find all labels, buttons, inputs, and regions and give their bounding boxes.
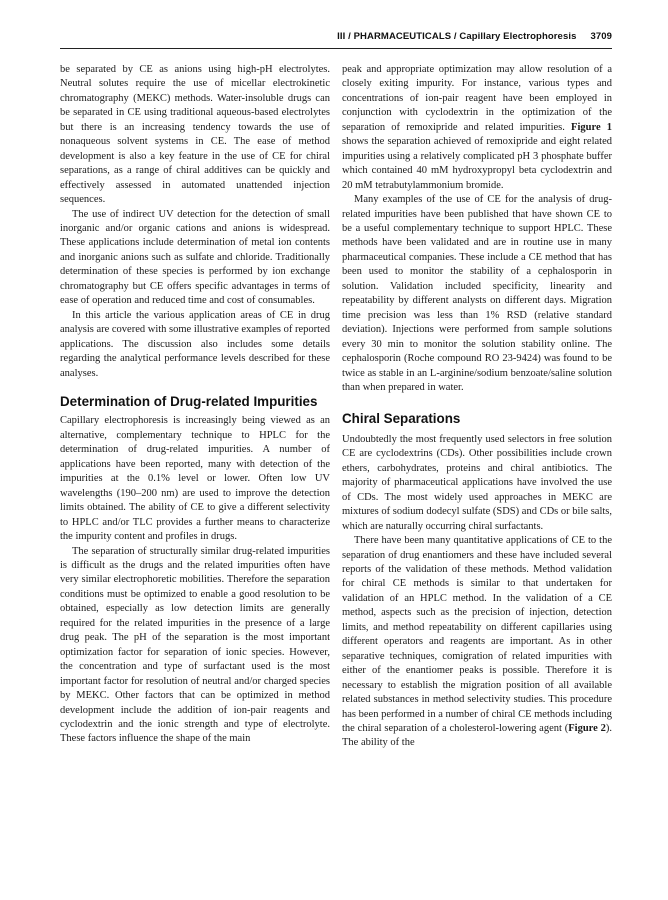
paragraph: Undoubtedly the most frequently used selectors in free solution CE are cyclodextrins (CDs). Other possibilities include crown ethers, carbohydrates, proteins and chiral antibiotics. The majority of pharmaceutical applications have involved the use of CDs. The most widely used approaches in MEKC are mixtures of sodium dodecyl sulfate (SDS) and CDs or bile salts, which are naturally occurring chiral surfactants.: [342, 433, 612, 532]
right-column: [342, 63, 612, 751]
figure-1-reference[interactable]: Figure 1: [571, 121, 612, 133]
paragraph: [342, 534, 612, 751]
paragraph: The use of indirect UV detection for the detection of small inorganic and/or organic cations and anions is widespread. These applications include determination of metal ion contents and inorganic anions such as sulfate and chloride. Traditionally determination of these species is performed by ion exchange chromatography but CE offers specific advantages in terms of ease of operation and reduced time and cost of consumables.: [60, 208, 330, 307]
paragraph-text: ). The ability of the: [342, 722, 612, 749]
section-heading-chiral: Chiral Separations: [342, 411, 461, 427]
page-number: 3709: [590, 31, 612, 42]
section-heading-impurities: Determination of Drug-related Impurities: [60, 393, 318, 409]
running-head-section: III / PHARMACEUTICALS / Capillary Electrophoresis: [337, 31, 577, 42]
paragraph: be separated by CE as anions using high-pH electrolytes. Neutral solutes require the use of micellar electrokinetic chromatography (MEKC) methods. Water-insoluble drugs can be separated in CE using traditional aqueous-based electrolytes but there is an increasing tendency towards the use of nonaqueous solvent systems in CE. The ease of method development is also a key feature in the use of CE for chiral separations, as a range of chiral additives can be quickly and effectively assessed in automated unattended injection sequences.: [60, 64, 330, 206]
paragraph: [342, 63, 612, 193]
figure-2-reference[interactable]: Figure 2: [568, 722, 606, 734]
paragraph: The separation of structurally similar drug-related impurities is difficult as the drugs and the related impurities often have very similar electrophoretic mobilities. Therefore the separation conditions must be optimized to enable a good resolution to be obtained, especially as low detection limits are generally required for the related impurities in the presence of a large drug peak. The pH of the separation is the most important optimization factor for separation of ionic species. However, the concentration and type of surfactant used is the most important factor for resolution of neutral and/or charged species by MEKC. Other factors that can be optimized in method development include the addition of ion-pair reagents and cyclodextrin and the ionic strength and type of electrolyte. These factors influence the shape of the main: [60, 545, 330, 745]
paragraph: Capillary electrophoresis is increasingly being viewed as an alternative, complementary technique to HPLC for the determination of drug-related impurities. A number of applications have been reported, many with detection of the impurities at the 0.1% level or lower. Often low UV wavelengths (190–200 nm) are used to improve the detection limits obtained. The ability of CE to give a different selectivity to HPLC and/or TLC provides a further means to characterize the impurity content and profiles in drugs.: [60, 415, 330, 543]
running-head: [60, 31, 612, 42]
paragraph-text: There have been many quantitative applications of CE to the separation of drug enantiomers and these have included several reports of the validation of these methods. Method validation for chiral CE methods is similar to that undertaken for validation of an HPLC method. In the validation of a CE method, aspects such as the precision of injection, detection limits, and method repeatability on different capillaries using different operators and reagents are important. As in other separative techniques, comigration of related impurities with either of the enantiomer peaks is possible. Therefore it is necessary to establish the migration position of all available related substances in method selectivity studies. This procedure has been performed in a number of chiral CE methods including the chiral separation of a cholesterol-lowering agent (: [342, 535, 613, 734]
paragraph-text: shows the separation achieved of remoxipride and eight related impurities using a relatively complicated pH 3 phosphate buffer which contained 40 mM hydroxypropyl beta cyclodextrin and 20 mM tetrabutylammonium bromide.: [342, 136, 612, 191]
header-rule: [60, 48, 612, 49]
paragraph-text: peak and appropriate optimization may allow resolution of a closely exiting impurity. For instance, various types and concentrations of ion-pair reagent have been employed in conjunction with cyclodextrin in the optimization of the separation of remoxipride and related impurities.: [342, 64, 612, 133]
paragraph: Many examples of the use of CE for the analysis of drug-related impurities have been published that have shown CE to be a useful complementary technique to support HPLC. These methods have been validated and are in routine use in many pharmaceutical companies. These include a CE method that has been used to monitor the stability of a cephalosporin in solution. Validation included specificity, linearity and repeatability by different analysts on different days. Migration time precision was less than 1% RSD (relative standard deviation). Injections were performed from sample solutions every 30 min to monitor the solution stability online. The cephalosporin (Roche compound RO 23-9424) was found to be twice as stable in an L-arginine/sodium benzoate/saline solution than when prepared in water.: [342, 194, 612, 393]
paragraph: In this article the various application areas of CE in drug analysis are covered with some illustrative examples of reported applications. The discussion also includes some details regarding the analytical performance levels described for these analyses.: [60, 309, 330, 379]
left-column: [60, 63, 330, 747]
